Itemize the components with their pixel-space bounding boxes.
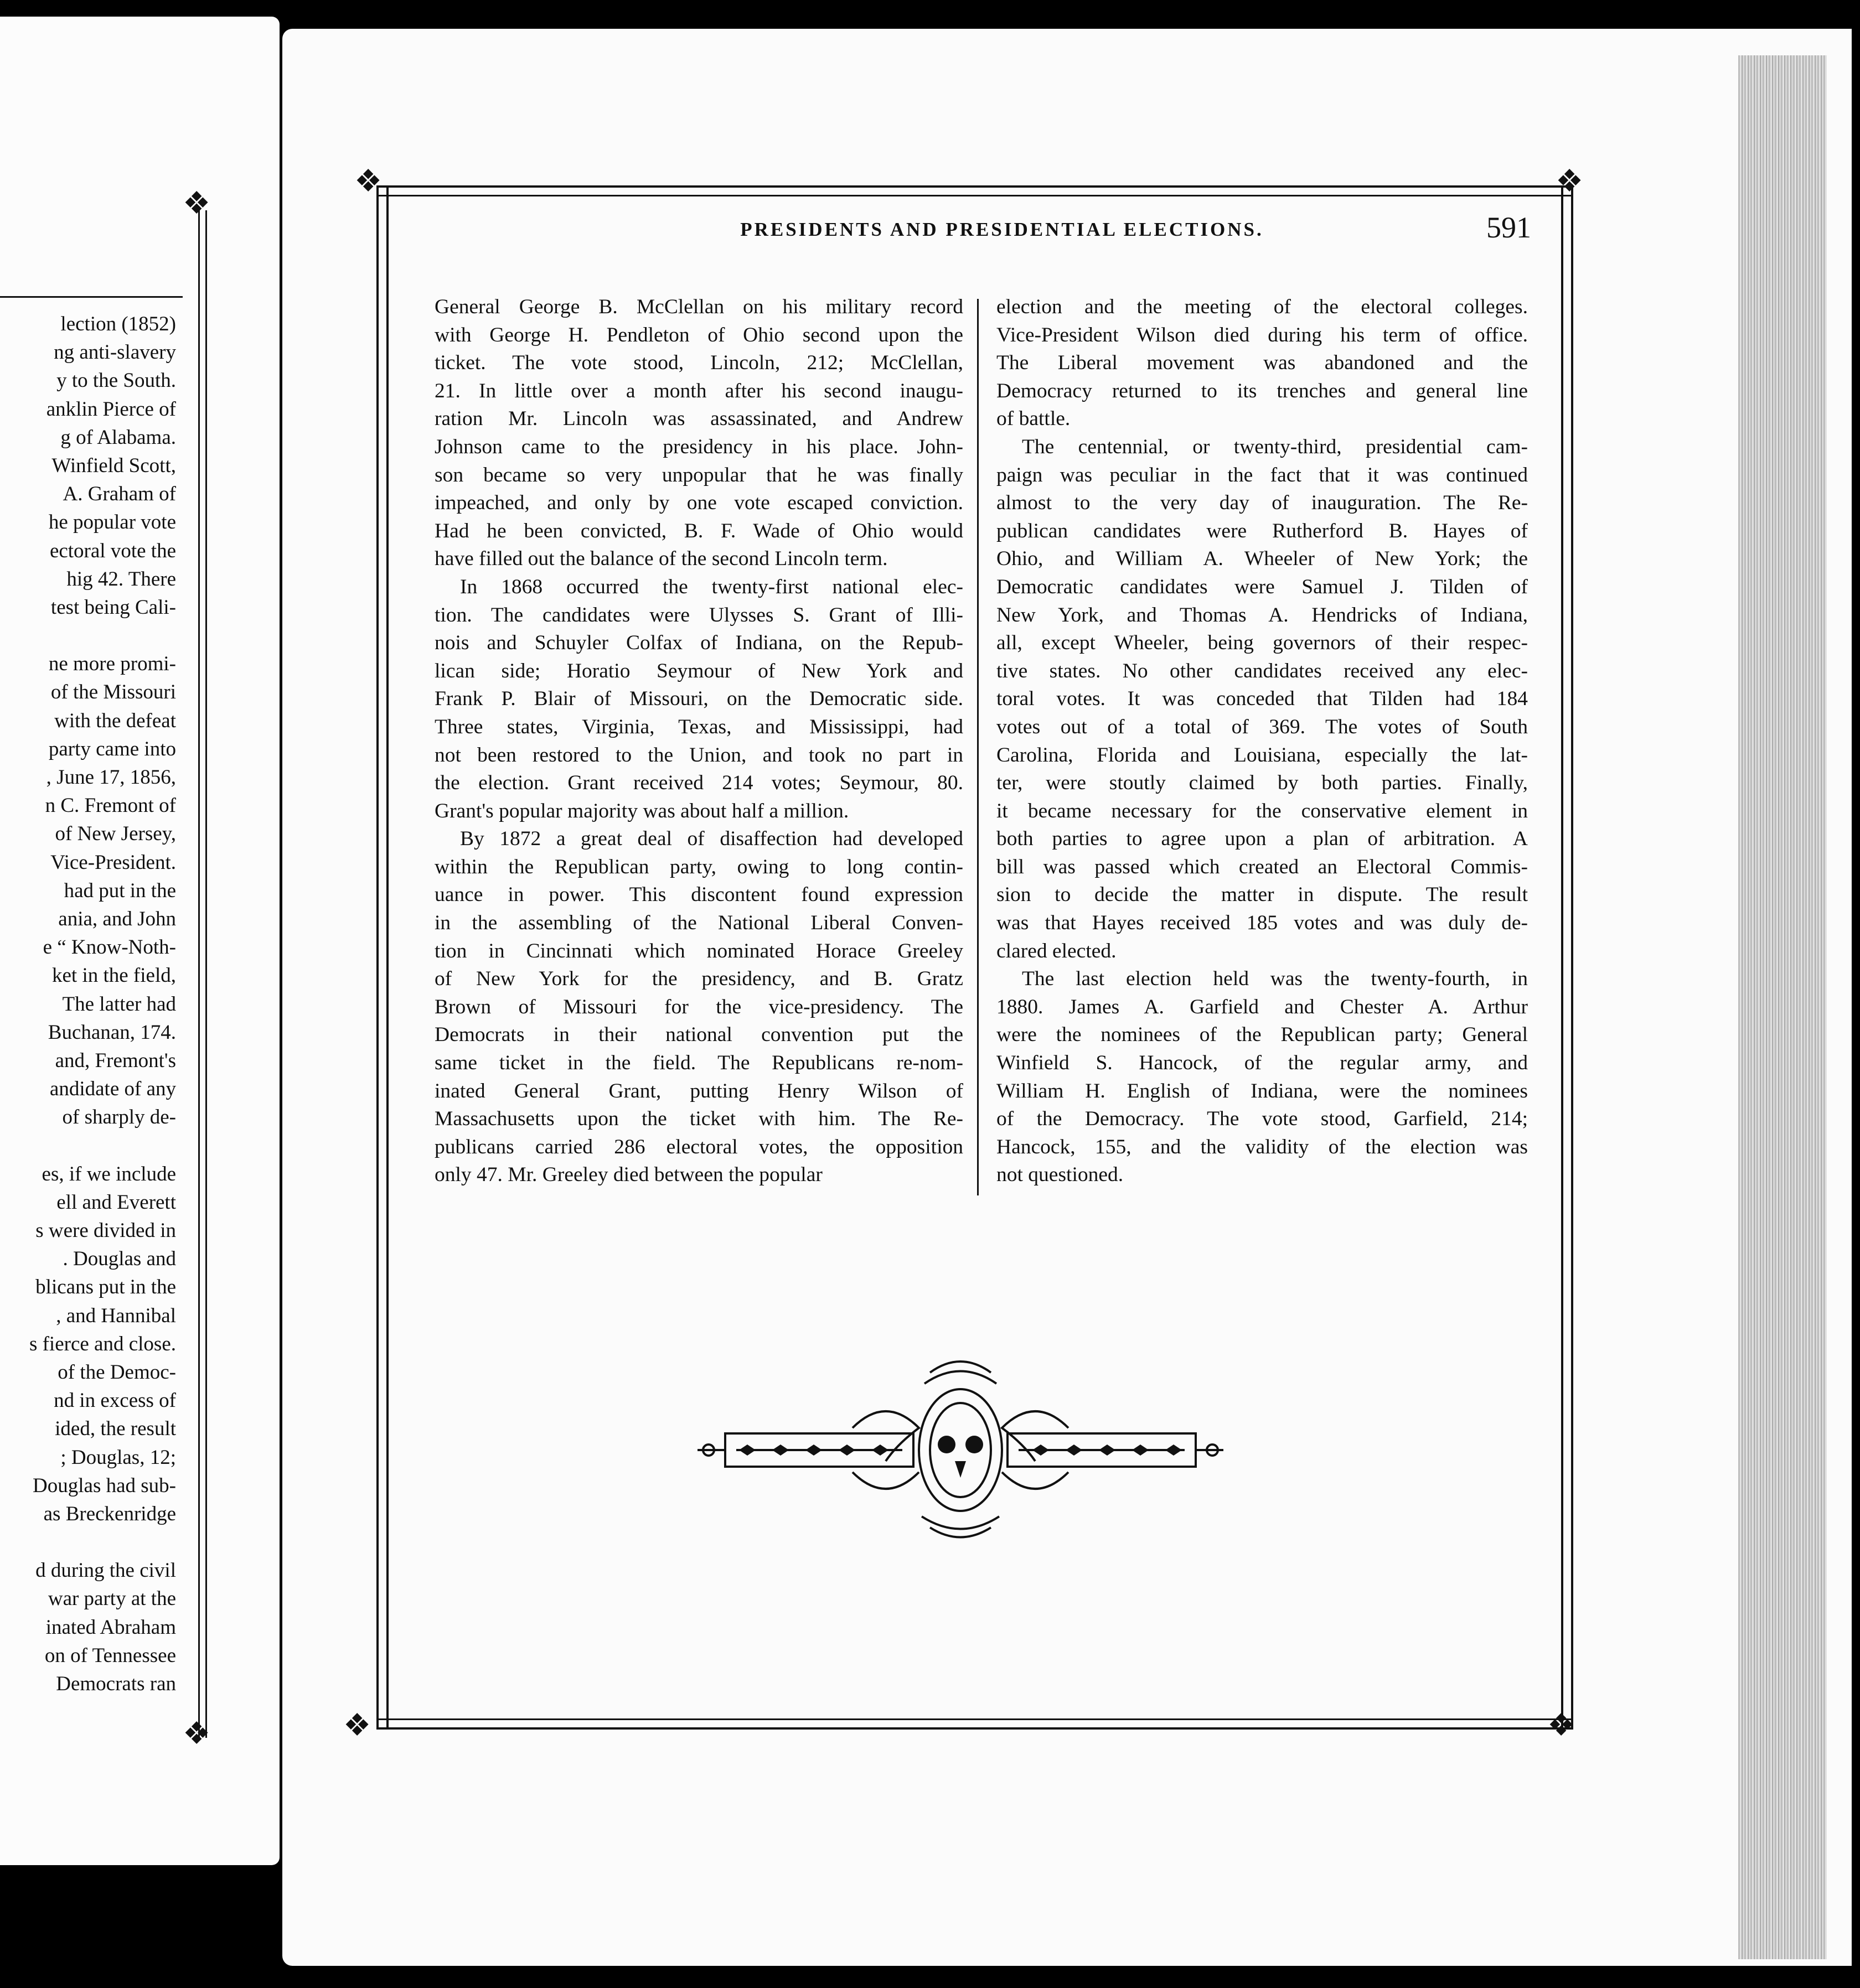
- text-line: , June 17, 1856,: [46, 766, 176, 789]
- text-column-left: [435, 293, 963, 1189]
- left-top-corner-flourish-icon: ❖: [183, 187, 211, 221]
- text-line: Democrats in their national convention put the: [435, 1023, 963, 1047]
- text-line: tion in Cincinnati which nominated Horace Greeley: [435, 939, 963, 962]
- text-line: A. Graham of: [63, 483, 176, 506]
- text-line: andidate of any: [49, 1078, 176, 1101]
- text-line: s were divided in: [35, 1219, 176, 1242]
- text-line: Vice-President Wilson died during his term of office.: [996, 323, 1528, 346]
- text-line: ided, the result: [55, 1417, 176, 1441]
- text-line: New York, and Thomas A. Hendricks of Indiana,: [996, 603, 1528, 627]
- text-line: ter, were stoutly claimed by both parties. Finally,: [996, 772, 1528, 795]
- text-line: same ticket in the field. The Republicans re-nom-: [435, 1052, 963, 1075]
- text-line: Grant's popular majority was about half a million.: [435, 799, 849, 822]
- text-line: test being Cali-: [50, 596, 176, 619]
- text-line: the election. Grant received 214 votes; Seymour, 80.: [435, 772, 963, 795]
- text-line: publican candidates were Rutherford B. Hayes of: [996, 519, 1528, 542]
- text-line: By 1872 a great deal of disaffection had developed: [460, 827, 963, 851]
- text-line: clared elected.: [996, 939, 1117, 962]
- text-line: war party at the: [48, 1587, 176, 1611]
- column-divider: [977, 299, 979, 1195]
- text-line: Vice-President.: [50, 851, 176, 874]
- text-line: g of Alabama.: [60, 426, 176, 449]
- text-line: paign was peculiar in the fact that it was continued: [996, 463, 1528, 486]
- left-page-rule: [0, 296, 183, 298]
- text-line: lican side; Horatio Seymour of New York and: [435, 659, 963, 682]
- text-line: y to the South.: [56, 369, 176, 392]
- text-line: sion to decide the matter in dispute. The result: [996, 883, 1528, 907]
- text-line: of sharply de-: [62, 1106, 176, 1129]
- text-line: election and the meeting of the electoral colleges.: [996, 296, 1528, 318]
- text-line: n C. Fremont of: [45, 794, 176, 817]
- text-line: ania, and John: [58, 907, 176, 930]
- frame-right-border: [1561, 185, 1573, 1730]
- text-line: of the Missouri: [50, 681, 176, 704]
- text-line: s fierce and close.: [29, 1332, 176, 1355]
- text-line: William H. English of Indiana, were the nominees: [996, 1079, 1528, 1102]
- text-line: son became so very unpopular that he was finally: [435, 463, 963, 486]
- text-line: es, if we include: [42, 1162, 176, 1185]
- text-line: uance in power. This discontent found expression: [435, 883, 963, 907]
- text-line: ell and Everett: [56, 1190, 176, 1214]
- tailpiece-ornament-icon: [686, 1350, 1234, 1550]
- text-line: tion. The candidates were Ulysses S. Grant of Illi-: [435, 603, 963, 627]
- text-line: Democracy returned to its trenches and general line: [996, 379, 1528, 402]
- text-line: within the Republican party, owing to long contin-: [435, 855, 963, 878]
- text-line: . Douglas and: [63, 1247, 176, 1271]
- text-line: only 47. Mr. Greeley died between the popular: [435, 1163, 823, 1187]
- text-line: publicans carried 286 electoral votes, the opposition: [435, 1135, 963, 1158]
- book-page-edges: [1738, 55, 1827, 1959]
- text-line: Winfield S. Hancock, of the regular army, and: [996, 1052, 1528, 1075]
- text-line: of battle.: [996, 407, 1071, 431]
- text-line: General George B. McClellan on his military record: [435, 296, 963, 318]
- text-line: ne more promi-: [48, 653, 176, 676]
- top-right-corner-flourish-icon: ❖: [1556, 164, 1584, 199]
- bottom-left-corner-flourish-icon: ❖: [343, 1709, 371, 1743]
- text-line: were the nominees of the Republican party; General: [996, 1023, 1528, 1047]
- frame-bottom-border: [376, 1718, 1573, 1730]
- text-line: Brown of Missouri for the vice-presidency. The: [435, 995, 963, 1018]
- text-line: The centennial, or twenty-third, presidential cam-: [1022, 435, 1528, 458]
- text-line: [0, 622, 176, 650]
- text-line: blicans put in the: [35, 1276, 176, 1299]
- page-number: 591: [1486, 211, 1531, 244]
- text-line: Johnson came to the presidency in his place. John-: [435, 435, 963, 458]
- text-line: not been restored to the Union, and took no part in: [435, 743, 963, 767]
- text-column-right: [996, 293, 1528, 1189]
- text-line: Massachusetts upon the ticket with him. The Re-: [435, 1107, 963, 1131]
- text-line: [0, 1131, 176, 1159]
- text-line: , and Hannibal: [56, 1304, 176, 1327]
- text-line: ng anti-slavery: [54, 341, 176, 364]
- text-line: he popular vote: [48, 511, 176, 534]
- text-line: Ohio, and William A. Wheeler of New York; the: [996, 547, 1528, 571]
- text-line: e “ Know-Noth-: [43, 936, 176, 959]
- text-line: Hancock, 155, and the validity of the election was: [996, 1135, 1528, 1158]
- text-line: all, except Wheeler, being governors of their respec-: [996, 631, 1528, 655]
- text-line: hig 42. There: [66, 567, 176, 591]
- text-line: of New York for the presidency, and B. Gratz: [435, 967, 963, 991]
- text-line: nd in excess of: [54, 1389, 176, 1412]
- left-page-text-column: [0, 310, 176, 1698]
- text-line: Frank P. Blair of Missouri, on the Democratic side.: [435, 687, 963, 711]
- text-line: not questioned.: [996, 1163, 1124, 1187]
- text-line: nois and Schuyler Colfax of Indiana, on the Repub-: [435, 631, 963, 655]
- text-line: Douglas had sub-: [33, 1474, 176, 1497]
- frame-left-border: [376, 185, 389, 1730]
- text-line: in the assembling of the National Liberal Conven-: [435, 912, 963, 935]
- text-line: inated Abraham: [45, 1616, 176, 1639]
- text-line: as Breckenridge: [43, 1502, 176, 1525]
- text-line: The last election held was the twenty-fourth, in: [1022, 967, 1528, 991]
- text-line: impeached, and only by one vote escaped conviction.: [435, 491, 963, 515]
- text-line: [0, 1528, 176, 1556]
- text-line: tive states. No other candidates received any elec-: [996, 659, 1528, 682]
- text-line: Had he been convicted, B. F. Wade of Ohio would: [435, 519, 963, 542]
- text-line: with the defeat: [54, 709, 176, 732]
- text-line: 21. In little over a month after his second inaugu-: [435, 379, 963, 402]
- text-line: ; Douglas, 12;: [60, 1446, 176, 1469]
- text-line: of New Jersey,: [55, 822, 176, 846]
- text-line: anklin Pierce of: [46, 397, 176, 421]
- text-line: Democratic candidates were Samuel J. Tilden of: [996, 575, 1528, 598]
- text-line: on of Tennessee: [44, 1644, 176, 1667]
- text-line: party came into: [48, 737, 176, 760]
- text-line: Carolina, Florida and Louisiana, especially the lat-: [996, 743, 1528, 767]
- text-line: inated General Grant, putting Henry Wilson of: [435, 1079, 963, 1102]
- left-page-frame-border: [198, 210, 207, 1738]
- text-line: ectoral vote the: [49, 539, 176, 562]
- left-bottom-corner-flourish-icon: ❖: [183, 1717, 211, 1751]
- text-line: Democrats ran: [56, 1673, 176, 1695]
- text-line: of the Democracy. The vote stood, Garfield, 214;: [996, 1107, 1528, 1131]
- frame-top-border: [376, 185, 1573, 196]
- text-line: Winfield Scott,: [51, 454, 176, 477]
- top-left-corner-flourish-icon: ❖: [354, 164, 383, 199]
- left-facing-page: [0, 17, 280, 1865]
- text-line: toral votes. It was conceded that Tilden had 184: [996, 687, 1528, 711]
- text-line: The Liberal movement was abandoned and the: [996, 351, 1528, 375]
- text-line: have filled out the balance of the second Lincoln term.: [435, 547, 888, 571]
- text-line: both parties to agree upon a plan of arbitration. A: [996, 827, 1528, 851]
- text-line: it became necessary for the conservative element in: [996, 799, 1528, 822]
- text-line: Buchanan, 174.: [48, 1021, 176, 1044]
- text-line: ration Mr. Lincoln was assassinated, and Andrew: [435, 407, 963, 431]
- text-line: ket in the field,: [52, 964, 176, 987]
- text-line: ticket. The vote stood, Lincoln, 212; McClellan,: [435, 351, 963, 375]
- text-line: In 1868 occurred the twenty-first national elec-: [460, 575, 963, 598]
- text-line: Three states, Virginia, Texas, and Mississippi, had: [435, 715, 963, 738]
- text-line: was that Hayes received 185 votes and was duly de-: [996, 912, 1528, 935]
- running-header: PRESIDENTS AND PRESIDENTIAL ELECTIONS.: [740, 219, 1264, 240]
- text-line: and, Fremont's: [55, 1049, 176, 1072]
- text-line: almost to the very day of inauguration. The Re-: [996, 491, 1528, 515]
- text-line: d during the civil: [35, 1559, 176, 1582]
- text-line: bill was passed which created an Electoral Commis-: [996, 855, 1528, 878]
- text-line: The latter had: [62, 992, 176, 1016]
- bottom-right-corner-flourish-icon: ❖: [1547, 1709, 1575, 1743]
- text-line: of the Democ-: [58, 1360, 176, 1384]
- text-line: 1880. James A. Garfield and Chester A. Arthur: [996, 995, 1528, 1018]
- text-line: with George H. Pendleton of Ohio second upon the: [435, 323, 963, 346]
- text-line: lection (1852): [60, 313, 176, 335]
- text-line: votes out of a total of 369. The votes of South: [996, 715, 1528, 738]
- text-line: had put in the: [64, 879, 176, 902]
